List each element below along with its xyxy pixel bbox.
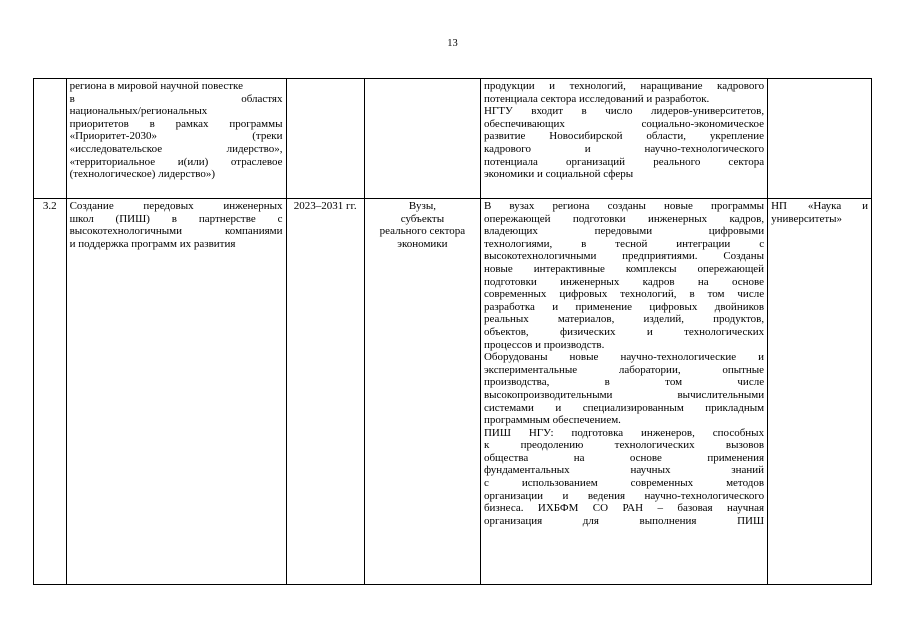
result-line: объектов, физических и технологических [483,325,765,338]
measure-cell [66,199,286,585]
period-cell: 2023–2031 гг. [286,199,364,585]
measure-line: в областях [69,92,283,105]
result-line: ПИШ НГУ: подготовка инженеров, способных [483,426,765,439]
result-line: организации и ведения научно-технологического [483,489,765,502]
page-number: 13 [447,38,458,49]
measure-line: и поддержка программ их развития [69,237,236,250]
measure-line: (технологическое) лидерство») [69,168,216,181]
measure-line: приоритетов в рамках программы [69,117,283,130]
measures-table [33,78,872,585]
result-line: технологиями, в тесной интеграции с [483,237,765,250]
result-line: современных цифровых технологий, в том числе [483,288,765,301]
result-line: общества на основе применения [483,451,765,464]
result-line: экспериментальные лаборатории, опытные [483,363,765,376]
result-line: владеющих передовыми цифровыми [483,225,765,238]
result-line: В вузах региона созданы новые программы [483,200,765,212]
measure-line: национальных/региональных [69,105,208,118]
table-row-continuation [34,79,872,199]
measure-line: «Приоритет-2030» (треки [69,130,283,143]
measure-line: высокотехнологичными компаниями [69,225,283,238]
result-line: высокопроизводительными вычислительными [483,388,765,401]
result-line: НГТУ входит в число лидеров-университетов, [483,105,765,118]
result-line: производства, в том числе [483,376,765,389]
result-line: экономики и социальной сферы [483,168,634,181]
measure-line: школ (ПИШ) в партнерстве с [69,212,283,225]
executors-line: Вузы, [408,200,437,212]
result-line: продукции и технологий, наращивание кадрового [483,80,765,92]
result-line: подготовки инженерных кадров на основе [483,275,765,288]
executors-line: субъекты [400,212,445,225]
period-cell [286,79,364,199]
result-line: бизнеса. ИХБФМ СО РАН – базовая научная [483,502,765,515]
result-line: Оборудованы новые научно-технологические и [483,351,765,364]
result-line: организация для выполнения ПИШ [483,514,765,527]
result-line: реальных материалов, изделий, продуктов, [483,313,765,326]
result-line: потенциала сектора исследований и разработок. [483,92,710,105]
result-line: потенциала организаций реального сектора [483,155,765,168]
measure-line: Создание передовых инженерных [69,200,283,212]
result-line: программным обеспечением. [483,414,621,427]
measure-line: региона в мировой научной повестке [69,80,244,92]
executors-cell [364,79,480,199]
row-number-cell [34,79,67,199]
row-number-cell: 3.2 [34,199,67,585]
result-line: опережающей подготовки инженерных кадров, [483,212,765,225]
result-line: к преодолению технологических вызовов [483,439,765,452]
result-line: новые интерактивные комплексы опережающей [483,262,765,275]
partner-cell [768,79,872,199]
result-line: процессов и производств. [483,338,605,351]
result-line: разработка и применение цифровых двойников [483,300,765,313]
result-line: фундаментальных научных знаний [483,464,765,477]
partner-line: университеты» [771,212,843,225]
measure-line: «исследовательское лидерство», [69,142,283,155]
result-cell [480,199,767,585]
result-line: с использованием современных методов [483,477,765,490]
executors-line: реального сектора [379,225,466,238]
table-row-3-2 [34,199,872,585]
measure-cell [66,79,286,199]
partner-line: НП «Наука и [771,200,868,212]
result-line: развитие Новосибирской области, укрепление [483,130,765,143]
measure-line: «территориальное и(или) отраслевое [69,155,283,168]
result-line: системами и специализированным прикладным [483,401,765,414]
result-cell [480,79,767,199]
result-line: обеспечивающих социально-экономическое [483,117,765,130]
result-line: кадрового и научно-технологического [483,142,765,155]
result-line: высокотехнологичными предприятиями. Созданы [483,250,765,263]
executors-line: экономики [397,237,448,250]
partner-cell [768,199,872,585]
executors-cell [364,199,480,585]
